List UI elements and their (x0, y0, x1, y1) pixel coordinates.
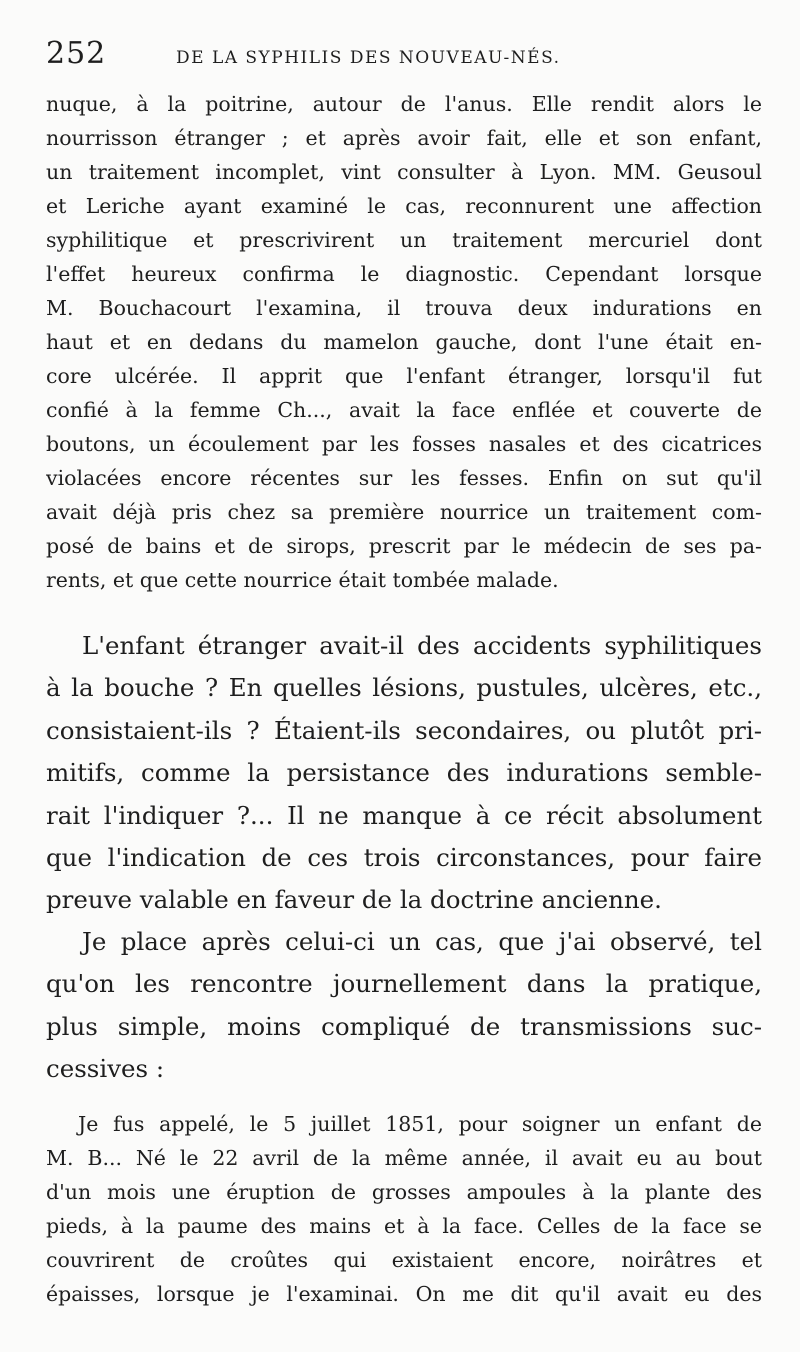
text-line: et Leriche ayant examiné le cas, reconnurent une affection (46, 194, 762, 218)
text-line: core ulcérée. Il apprit que l'enfant étranger, lorsqu'il fut (46, 364, 762, 388)
text-line: boutons, un écoulement par les fosses nasales et des cicatrices (46, 432, 762, 456)
text-line: posé de bains et de sirops, prescrit par le médecin de ses pa- (46, 534, 762, 558)
text-line: Je fus appelé, le 5 juillet 1851, pour soigner un enfant de (78, 1112, 762, 1136)
paragraph-case-continuation (46, 87, 762, 597)
text-line: que l'indication de ces trois circonstances, pour faire (46, 843, 762, 873)
text-line: L'enfant étranger avait-il des accidents syphilitiques (82, 631, 762, 660)
text-line: consistaient-ils ? Étaient-ils secondaires, ou plutôt pri- (46, 715, 762, 745)
paragraph-commentary (46, 625, 762, 922)
text-line: M. Bouchacourt l'examina, il trouva deux indurations en (46, 296, 762, 320)
text-line: rait l'indiquer ?... Il ne manque à ce récit absolument (46, 800, 762, 830)
text-line: mitifs, comme la persistance des indurations semble- (46, 758, 762, 788)
text-line: nuque, à la poitrine, autour de l'anus. Elle rendit alors le (46, 92, 762, 116)
text-line: violacées encore récentes sur les fesses. Enfin on sut qu'il (46, 466, 762, 490)
text-line: plus simple, moins compliqué de transmissions suc- (46, 1011, 762, 1041)
paragraph-case-report (46, 1107, 762, 1311)
text-line: d'un mois une éruption de grosses ampoules à la plante des (46, 1180, 762, 1204)
text-line: couvrirent de croûtes qui existaient encore, noirâtres et (46, 1248, 762, 1272)
paragraph-introduction (46, 921, 762, 1091)
text-line: preuve valable en faveur de la doctrine ancienne. (46, 885, 662, 915)
text-line: Je place après celui-ci un cas, que j'ai observé, tel (82, 927, 762, 956)
running-title: DE LA SYPHILIS DES NOUVEAU-NÉS. (176, 48, 561, 68)
text-line: à la bouche ? En quelles lésions, pustules, ulcères, etc., (46, 673, 762, 703)
page-number: 252 (46, 36, 107, 71)
text-line: confié à la femme Ch..., avait la face enflée et couverte de (46, 398, 762, 422)
text-line: cessives : (46, 1054, 165, 1084)
text-line: un traitement incomplet, vint consulter à Lyon. MM. Geusoul (46, 160, 762, 184)
text-line: rents, et que cette nourrice était tombée malade. (46, 568, 559, 592)
running-head (46, 36, 766, 80)
text-line: nourrisson étranger ; et après avoir fait, elle et son enfant, (46, 126, 762, 150)
text-line: pieds, à la paume des mains et à la face. Celles de la face se (46, 1214, 762, 1238)
text-line: épaisses, lorsque je l'examinai. On me dit qu'il avait eu des (46, 1282, 762, 1306)
text-line: avait déjà pris chez sa première nourrice un traitement com- (46, 500, 762, 524)
text-line: qu'on les rencontre journellement dans la pratique, (46, 969, 762, 999)
text-line: l'effet heureux confirma le diagnostic. Cependant lorsque (46, 262, 762, 286)
text-line: haut et en dedans du mamelon gauche, dont l'une était en- (46, 330, 762, 354)
text-line: syphilitique et prescrivirent un traitement mercuriel dont (46, 228, 762, 252)
text-line: M. B... Né le 22 avril de la même année, il avait eu au bout (46, 1146, 762, 1170)
